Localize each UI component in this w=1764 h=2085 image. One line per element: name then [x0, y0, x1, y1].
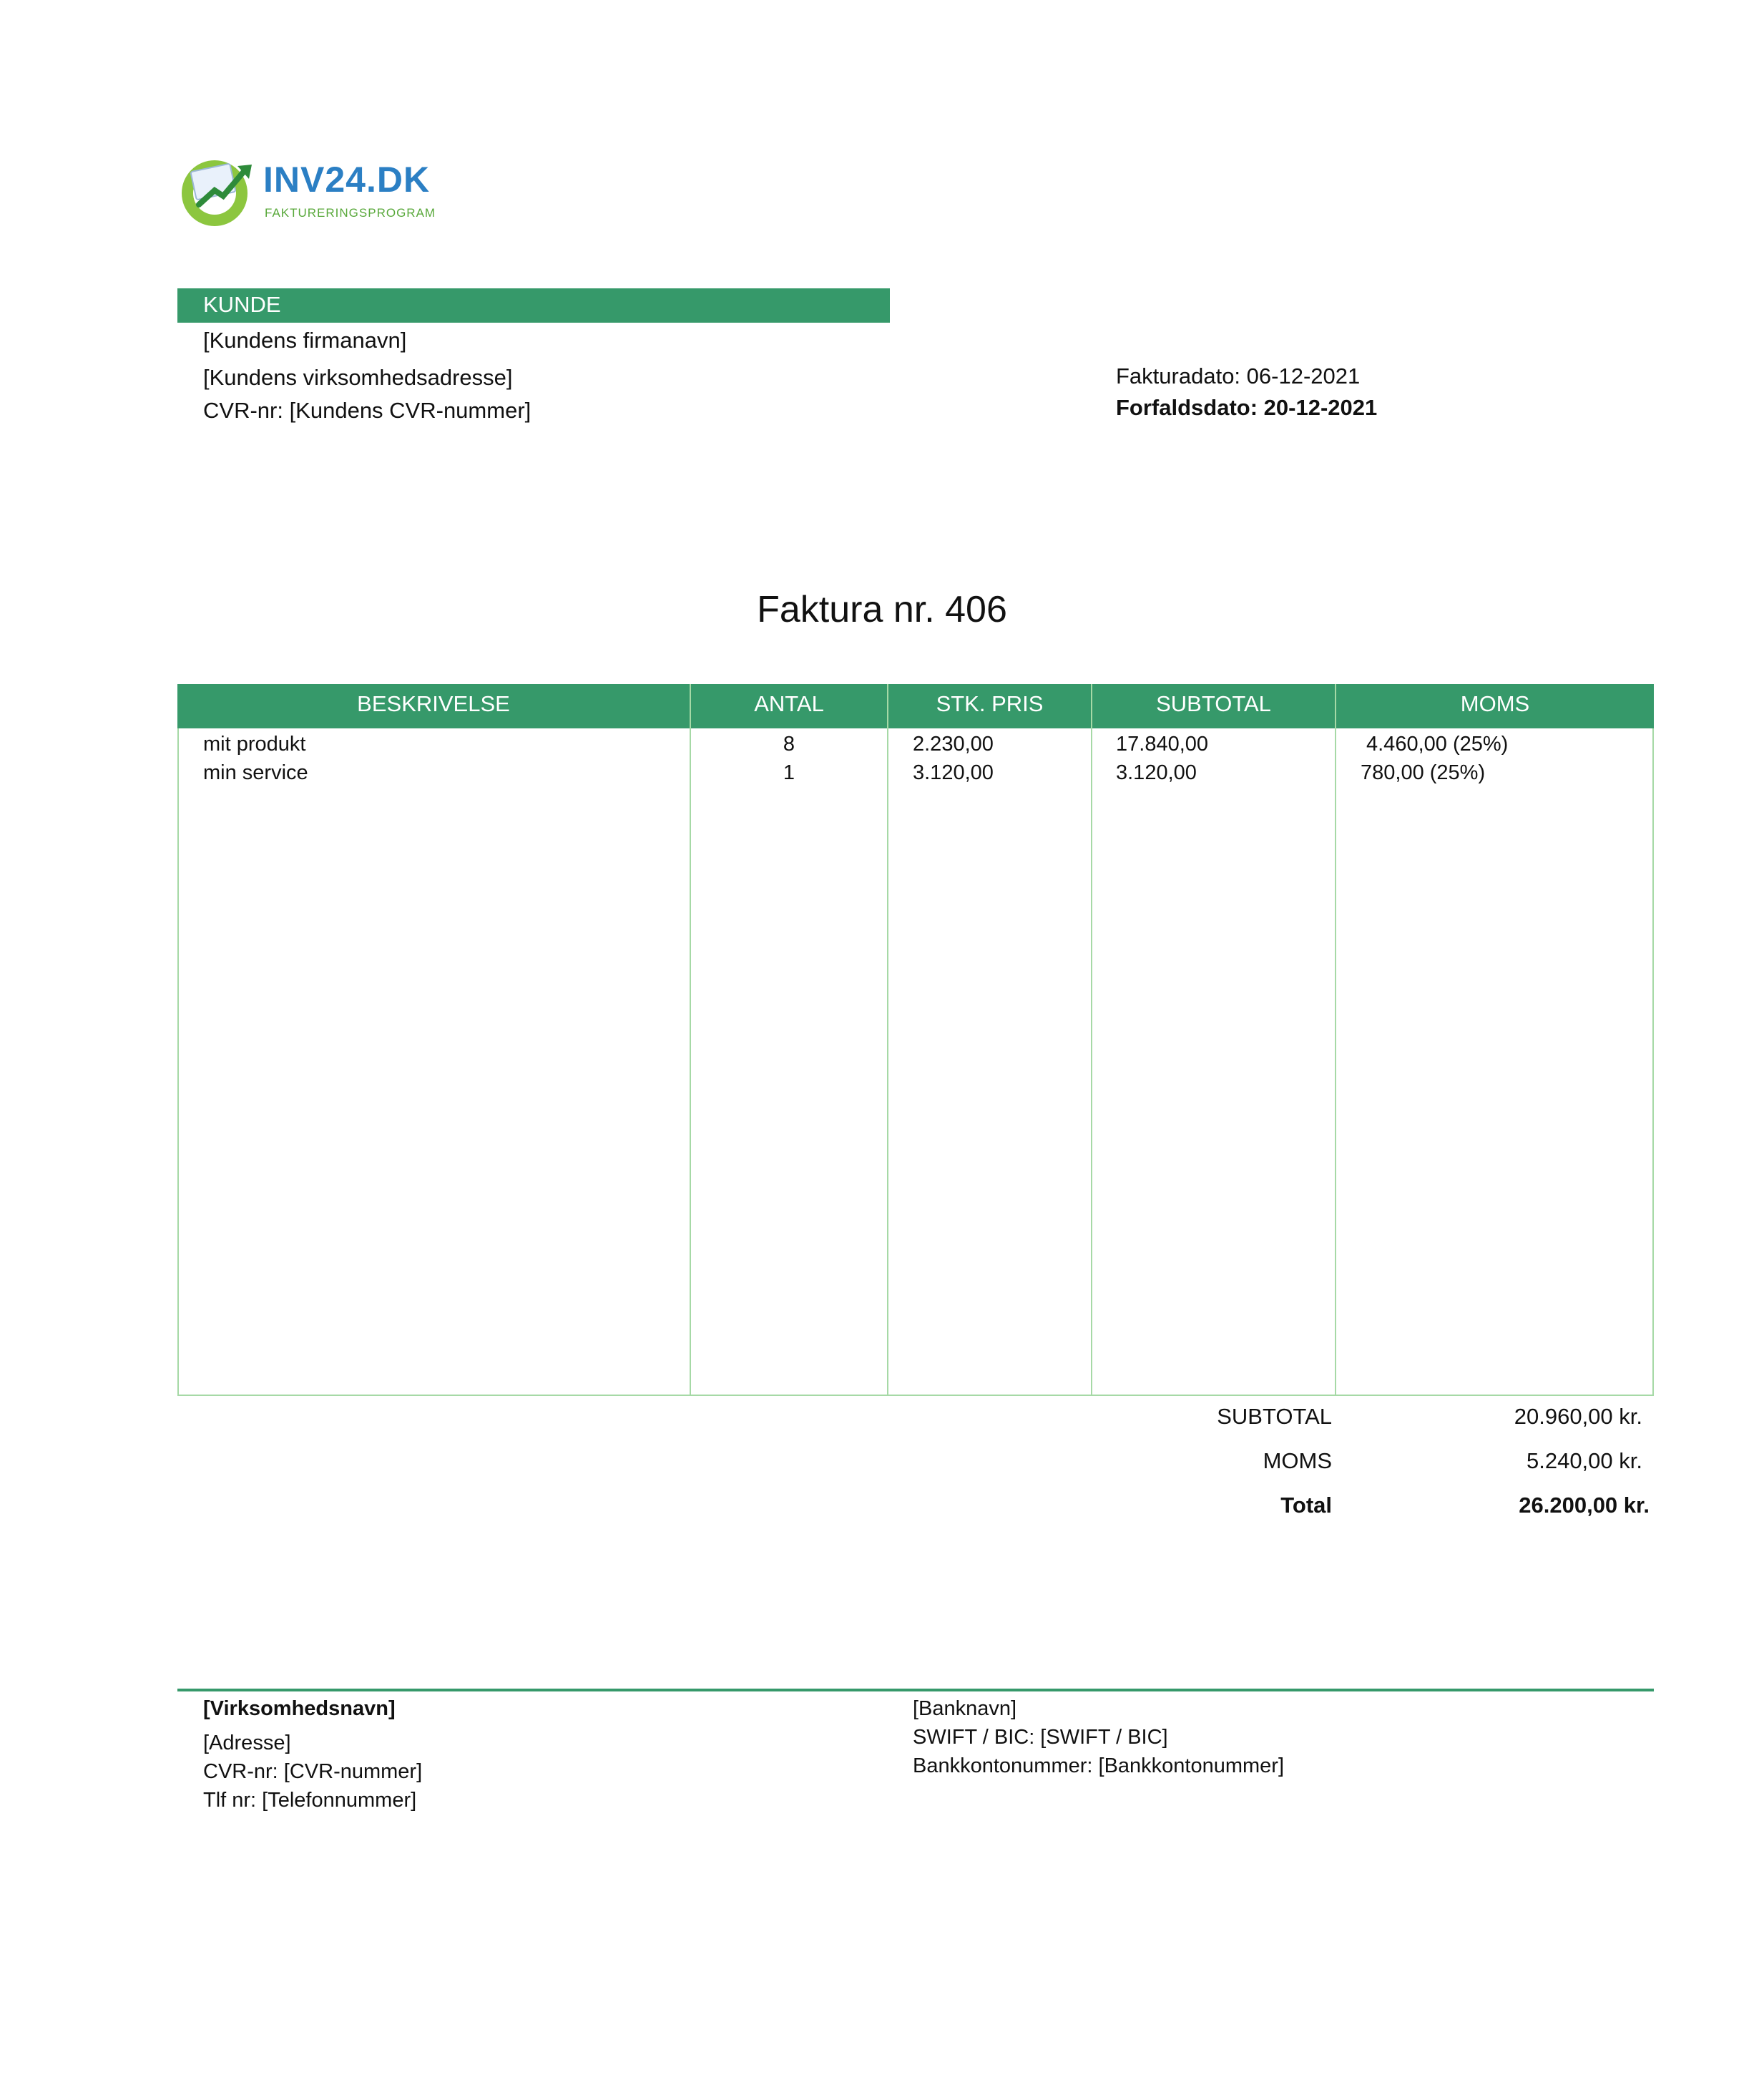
row1-description: mit produkt	[203, 733, 306, 756]
row1-subtotal: 17.840,00	[1116, 733, 1209, 756]
row2-vat: 780,00 (25%)	[1361, 761, 1486, 784]
customer-address: [Kundens virksomhedsadresse]	[203, 365, 513, 390]
footer-address: [Adresse]	[203, 1732, 291, 1754]
column-divider	[1091, 684, 1092, 1396]
customer-header-label: KUNDE	[203, 292, 281, 317]
due-date: Forfaldsdato: 20-12-2021	[1116, 395, 1378, 420]
grand-total-value: 26.200,00 kr.	[1519, 1493, 1650, 1518]
logo-graphic-icon	[177, 153, 263, 232]
vat-total-value: 5.240,00 kr.	[1526, 1448, 1642, 1473]
customer-header-bar	[177, 288, 890, 323]
column-header-unit-price: STK. PRIS	[936, 691, 1044, 716]
footer-company-name: [Virksomhedsnavn]	[203, 1697, 396, 1720]
invoice-date: Fakturadato: 06-12-2021	[1116, 363, 1361, 389]
row1-vat: 4.460,00 (25%)	[1366, 733, 1509, 756]
column-header-quantity: ANTAL	[754, 691, 824, 716]
footer-bank-name: [Banknavn]	[913, 1697, 1017, 1720]
subtotal-value: 20.960,00 kr.	[1514, 1404, 1642, 1429]
subtotal-label: SUBTOTAL	[1217, 1404, 1332, 1429]
column-divider	[1335, 684, 1336, 1396]
column-header-subtotal: SUBTOTAL	[1156, 691, 1271, 716]
customer-cvr: CVR-nr: [Kundens CVR-nummer]	[203, 398, 531, 423]
grand-total-label: Total	[1280, 1493, 1332, 1518]
column-divider	[690, 684, 691, 1396]
footer-cvr: CVR-nr: [CVR-nummer]	[203, 1760, 423, 1783]
customer-name: [Kundens firmanavn]	[203, 328, 407, 353]
logo-brand-text: INV24.DK	[263, 160, 431, 200]
row2-unit-price: 3.120,00	[913, 761, 994, 784]
footer-swift: SWIFT / BIC: [SWIFT / BIC]	[913, 1726, 1168, 1749]
invoice-title: Faktura nr. 406	[757, 589, 1007, 630]
column-divider	[887, 684, 888, 1396]
footer-divider	[177, 1689, 1654, 1691]
column-header-vat: MOMS	[1460, 691, 1530, 716]
row1-quantity: 8	[783, 733, 795, 756]
items-table	[177, 684, 1654, 1396]
footer-account-number: Bankkontonummer: [Bankkontonummer]	[913, 1754, 1285, 1777]
logo-tagline: FAKTURERINGSPROGRAM	[265, 206, 436, 220]
row2-subtotal: 3.120,00	[1116, 761, 1197, 784]
row2-description: min service	[203, 761, 308, 784]
footer-phone: Tlf nr: [Telefonnummer]	[203, 1789, 417, 1812]
vat-total-label: MOMS	[1263, 1448, 1332, 1473]
row2-quantity: 1	[783, 761, 795, 784]
column-header-description: BESKRIVELSE	[357, 691, 510, 716]
row1-unit-price: 2.230,00	[913, 733, 994, 756]
